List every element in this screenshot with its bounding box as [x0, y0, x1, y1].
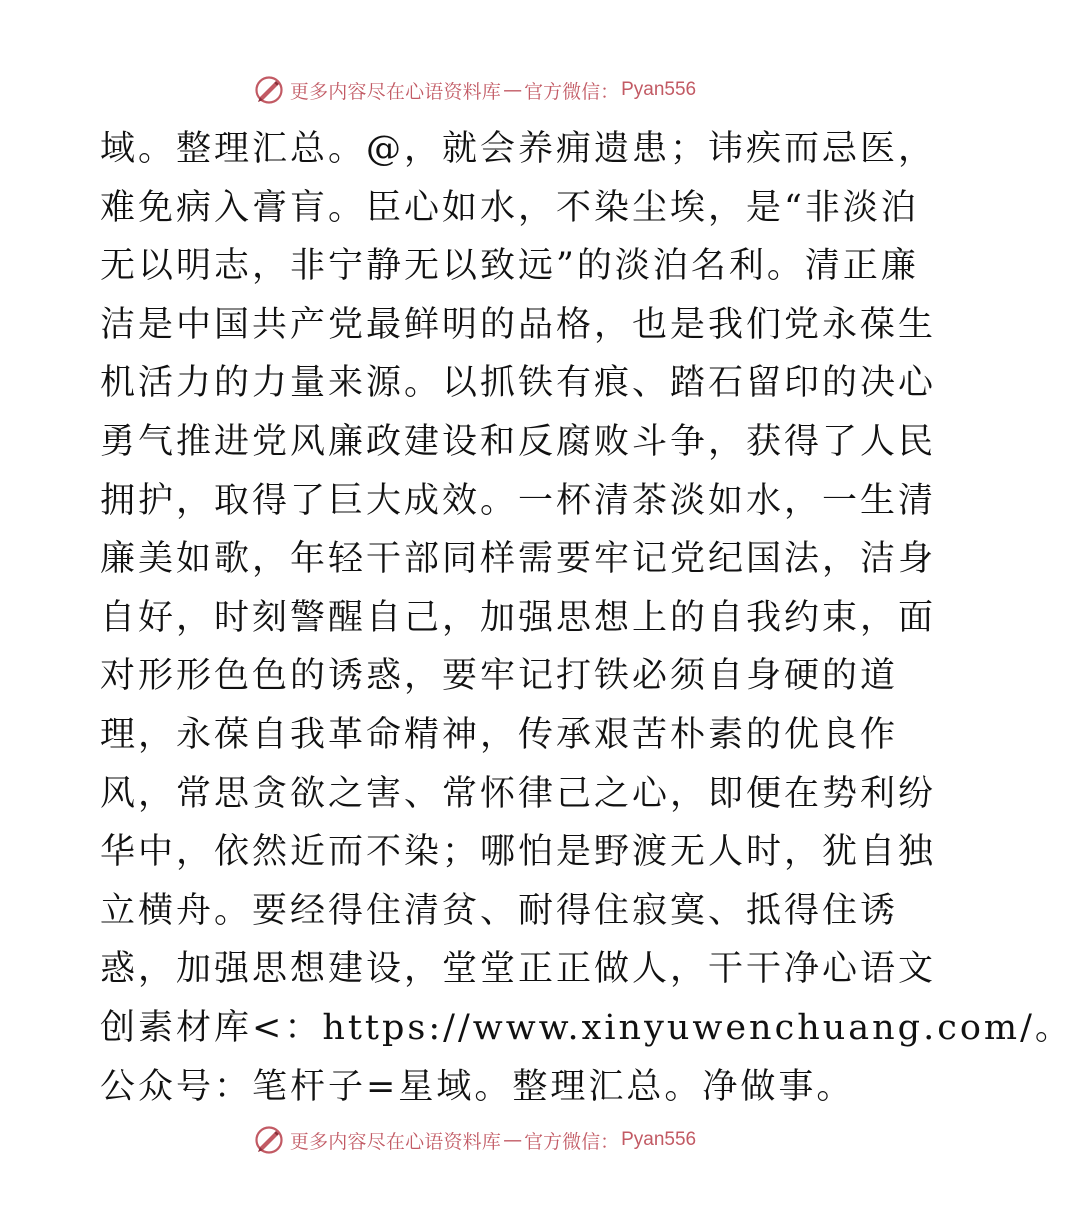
document-body: [100, 120, 1073, 1116]
body-line: 洁是中国共产党最鲜明的品格，也是我们党永葆生: [100, 304, 937, 345]
body-line: 勇气推进党风廉政建设和反腐败斗争，获得了人民: [100, 421, 937, 462]
watermark-dash: —: [503, 1129, 523, 1151]
pen-logo-icon: [254, 75, 284, 105]
body-line: 创素材库<：https://www.xinyuwenchuang.com/。: [100, 1007, 1073, 1048]
watermark-official-label: 官方微信：: [524, 80, 620, 103]
watermark-wechat-id: Pyan556: [621, 1129, 697, 1150]
body-line: 拥护，取得了巨大成效。一杯清茶淡如水，一生清: [100, 480, 937, 521]
body-line: 廉美如歌，年轻干部同样需要牢记党纪国法，洁身: [100, 539, 937, 580]
watermark-official-label: 官方微信：: [524, 1130, 620, 1153]
body-line: 华中，依然近而不染；哪怕是野渡无人时，犹自独: [100, 832, 937, 873]
body-line: 难免病入膏肓。臣心如水，不染尘埃，是“非淡泊: [100, 187, 919, 228]
body-line: 域。整理汇总。@，就会养痈遗患；讳疾而忌医，: [100, 129, 937, 169]
header-watermark: [0, 73, 950, 107]
body-line: 公众号：笔杆子=星域。整理汇总。净做事。: [100, 1066, 855, 1107]
body-line: 对形形色色的诱惑，要牢记打铁必须自身硬的道: [100, 656, 899, 697]
body-line: 自好，时刻警醒自己，加强思想上的自我约束，面: [100, 597, 937, 638]
body-line: 无以明志，非宁静无以致远”的淡泊名利。清正廉: [100, 246, 919, 287]
body-line: 惑，加强思想建设，堂堂正正做人，干干净心语文: [100, 949, 937, 990]
watermark-main-text: 更多内容尽在心语资料库: [289, 1130, 502, 1153]
watermark-wechat-id: Pyan556: [621, 79, 697, 100]
body-line: 机活力的力量来源。以抓铁有痕、踏石留印的决心: [100, 363, 937, 404]
watermark-main-text: 更多内容尽在心语资料库: [289, 80, 502, 103]
body-line: 理，永葆自我革命精神，传承艰苦朴素的优良作: [100, 714, 899, 755]
body-line: 风，常思贪欲之害、常怀律己之心，即便在势利纷: [100, 773, 937, 814]
body-line: 立横舟。要经得住清贫、耐得住寂寞、抵得住诱: [100, 890, 899, 931]
pen-logo-icon: [254, 1125, 284, 1155]
watermark-dash: —: [503, 79, 523, 101]
footer-watermark: [0, 1123, 950, 1157]
